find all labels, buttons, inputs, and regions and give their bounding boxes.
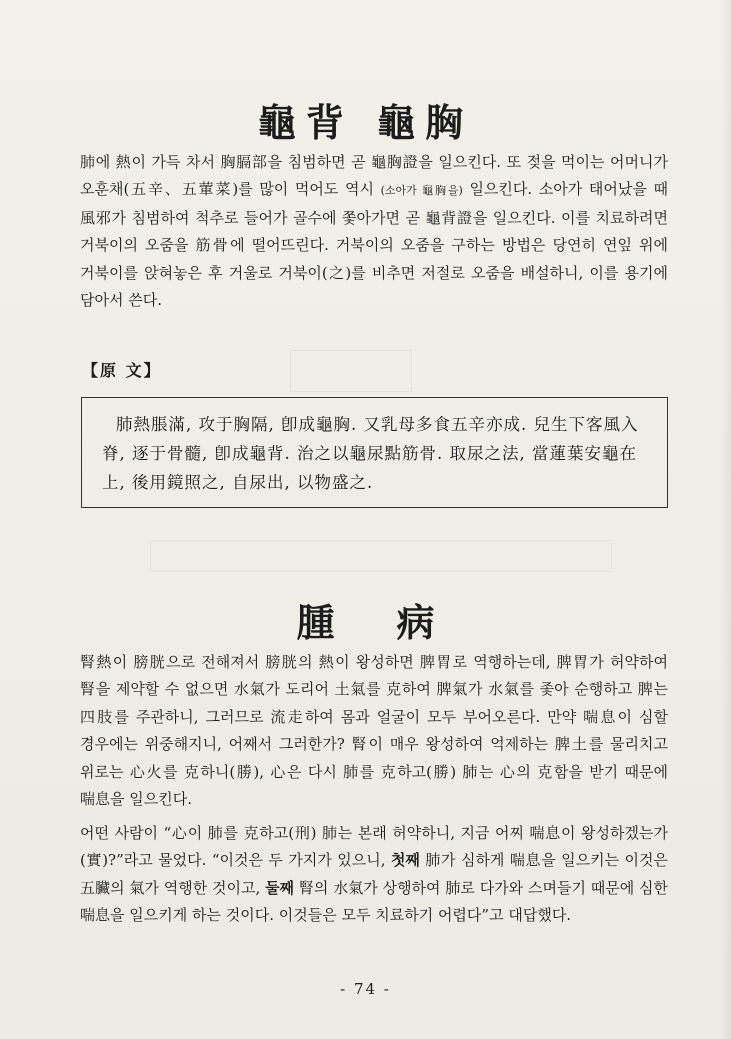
original-text-box: [81, 397, 668, 508]
text-run-bold: 둘째: [265, 878, 295, 897]
paragraph-guixiong-explanation: [80, 149, 668, 314]
text-run: 肺에 熱이 가득 차서 胸膈部을 침범하면 곧 龜胸證을 일으킨다. 또 젖을 먹이는 어머니가 오훈채(五辛、五葷菜)를 많이 먹어도 역시: [80, 153, 668, 199]
original-classical-text: 肺熱脹滿, 攻于胸隔, 卽成龜胸. 又乳母多食五辛亦成. 兒生下客風入脊, 逐于骨髓, 卽成龜背. 治之以龜尿點筋骨. 取尿之法, 當蓮葉安龜在上, 後用鏡照之, 自尿出, 以物盛之.: [102, 415, 639, 492]
section-title-zhongbing: [0, 592, 731, 647]
bleed-through-box: [290, 350, 412, 392]
text-run: 어떤 사람이 “心이 肺를 克하고(刑) 肺는 본래 허약하니, 지금 어찌 喘息이 왕성하겠는가(實)?”라고 물었다. “이것은 두 가지가 있으니,: [80, 824, 668, 870]
paragraph-zhongbing-explanation: [80, 649, 668, 813]
text-run: 일으킨다. 소아가 태어났을 때 風邪가 침범하여 척추로 들어가 골수에 쫓아가면 곧 龜背證을 일으킨다. 이를 치료하려면 거북이의 오줌을 筋骨에 떨어뜨린다. 거북이의 오줌을 구하는 방법은 당연히 연잎 위에 거북이를 앉혀놓은 후 거울로 거북이(之)를 비추면 저절로 오줌을 배설하니, 이를 용기에 담아서 쓴다.: [80, 180, 668, 310]
text-run-bold: 첫째: [390, 851, 420, 870]
paragraph-dialogue: [80, 820, 668, 930]
title-char: 腫: [296, 600, 335, 645]
page-number: - 74 -: [340, 980, 391, 998]
page-edge-shadow: [721, 0, 731, 1039]
text-run: 肺가 심하게 喘息을 일으키는 이것은 五臟의 氣가 역행한 것이고,: [80, 851, 668, 897]
text-run-small: (소아가 龜胸을): [380, 184, 463, 198]
text-run: 腎의 水氣가 상행하여 肺로 다가와 스며들기 때문에 심한 喘息을 일으키게 하는 것이다. 이것들은 모두 치료하기 어렵다”고 대답했다.: [80, 878, 668, 925]
page-title-guibei-guixiong: 龜背 龜胸: [257, 100, 474, 145]
text-run: 腎熱이 膀胱으로 전해져서 膀胱의 熱이 왕성하면 脾胃로 역행하는데, 脾胃가 허약하여 腎을 제약할 수 없으면 水氣가 도리어 土氣를 克하여 脾氣가 水氣를 좇아 순행하고 脾는 四肢를 주관하니, 그러므로 流走하여 몸과 얼굴이 모두 부어오른다. 만약 喘息이 심할 경우에는 위중해지니, 어째서 그러한가? 腎이 매우 왕성하여 억제하는 脾土를 물리치고 위로는 心火를 克하니(勝), 心은 다시 肺를 克하고(勝) 肺는 心의 克함을 받기 때문에 喘息을 일으킨다.: [80, 653, 668, 809]
bleed-through-box: [150, 540, 612, 572]
section-label-yuanwen: 【原 文】: [82, 361, 162, 380]
title-char: 病: [396, 600, 435, 645]
